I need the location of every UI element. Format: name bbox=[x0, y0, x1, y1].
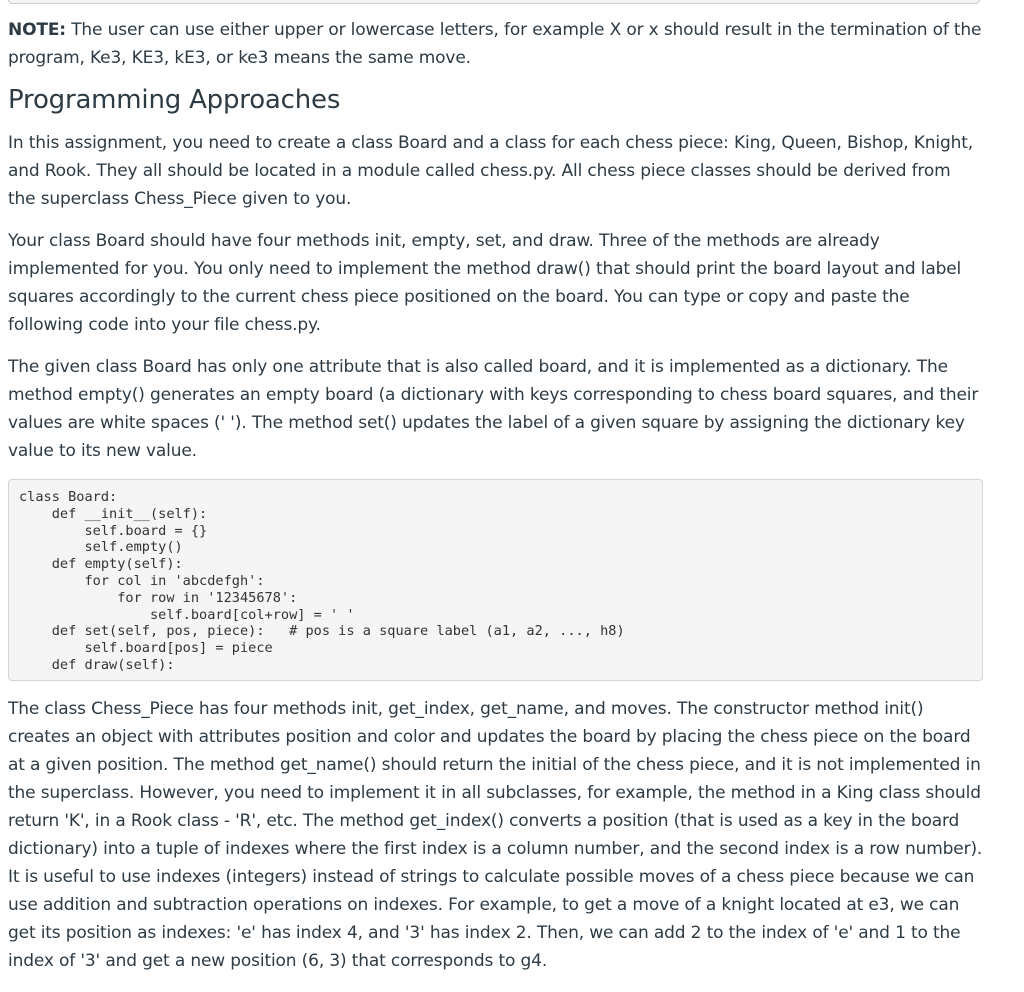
intro-paragraph: In this assignment, you need to create a class Board and a class for each chess piece: King, Queen, Bishop, Knight, and Rook. They all should be located in a module called chess.py. All chess piece classes should be derived from the superclass Chess_Piece given to you. bbox=[8, 133, 974, 209]
chess-piece-paragraph: The class Chess_Piece has four methods init, get_index, get_name, and moves. The constructor method init() creates an object with attributes position and color and updates the board by placing the chess piece on the board at a given position. The method get_name() should return the initial of the chess piece, and it is not implemented in the superclass. However, you need to implement it in all subclasses, for example, the method in a King class should return 'K', in a Rook class - 'R', etc. The method get_index() converts a position (that is used as a key in the board dictionary) into a tuple of indexes where the first index is a column number, and the second index is a row number). It is useful to use indexes (integers) instead of strings to calculate possible moves of a chess piece because we can use addition and subtraction operations on indexes. For example, to get a move of a knight located at e3, we can get its position as indexes: 'e' has index 4, and '3' has index 2. Then, we can add 2 to the index of 'e' and 1 to the index of '3' and get a new position (6, 3) that corresponds to g4. bbox=[8, 698, 983, 971]
assignment-content bbox=[8, 16, 983, 975]
board-attribute-paragraph: The given class Board has only one attribute that is also called board, and it is implemented as a dictionary. The method empty() generates an empty board (a dictionary with keys corresponding to chess board squares, and their values are white spaces (' '). The method set() updates the label of a given square by assigning the dictionary key value to its new value. bbox=[8, 357, 979, 461]
code-block[interactable]: class Board: def __init__(self): self.board = {} self.empty() def empty(self): for col in 'abcdefgh': for row in '12345678': self.board[col+row] = ' ' def set(self, pos, piece): # pos is a square label (a1, a2, ..., h8) self.board[pos] = piece def draw(self): bbox=[8, 479, 983, 681]
previous-block-edge bbox=[8, 0, 980, 4]
note-paragraph bbox=[8, 16, 983, 72]
note-text: The user can use either upper or lowercase letters, for example X or x should result in the termination of the program, Ke3, KE3, kE3, or ke3 means the same move. bbox=[8, 20, 982, 68]
board-methods-paragraph: Your class Board should have four methods init, empty, set, and draw. Three of the methods are already implemented for you. You only need to implement the method draw() that should print the board layout and label squares accordingly to the current chess piece positioned on the board. You can type or copy and paste the following code into your file chess.py. bbox=[8, 231, 962, 335]
section-heading: Programming Approaches bbox=[8, 85, 341, 115]
note-label: NOTE: bbox=[8, 20, 66, 40]
